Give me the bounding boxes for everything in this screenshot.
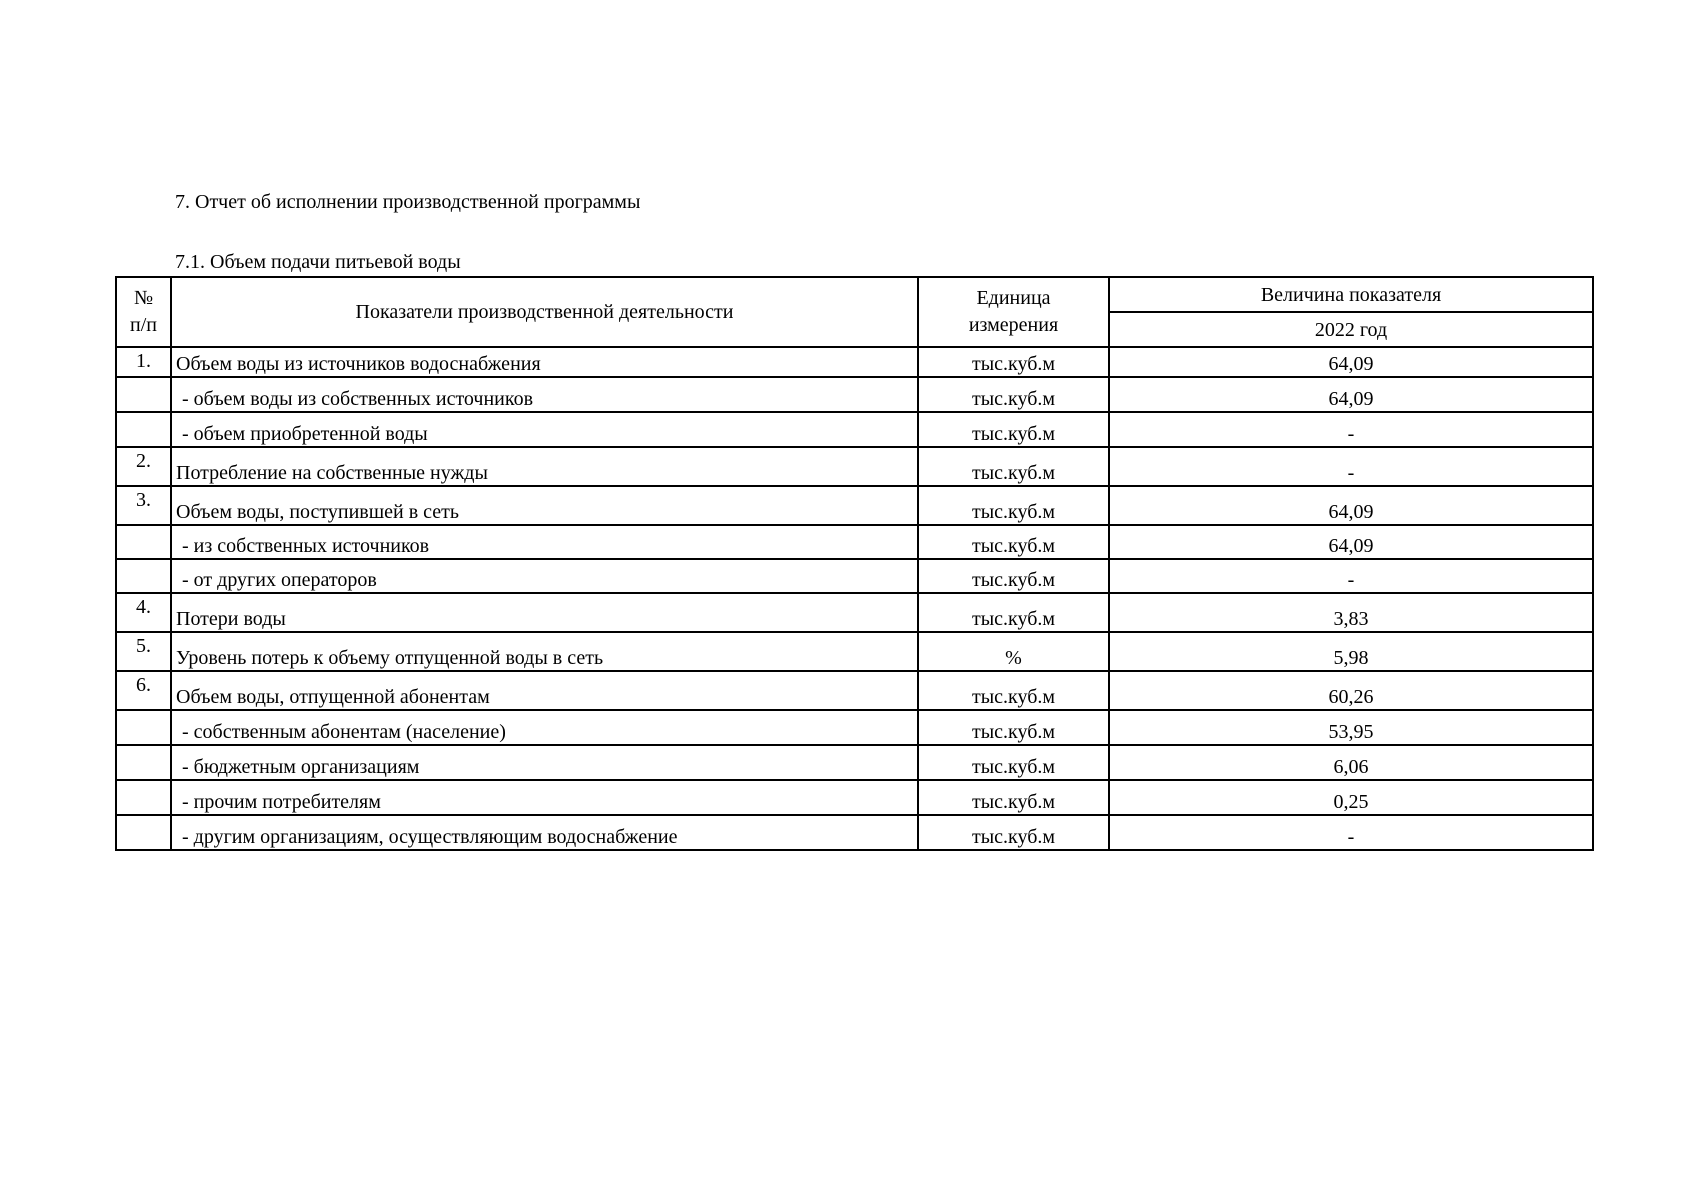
row-number: 4. (116, 593, 171, 632)
row-indicator: - собственным абонентам (население) (171, 710, 918, 745)
table-row (116, 412, 1593, 447)
row-number: 1. (116, 347, 171, 377)
row-number: 3. (116, 486, 171, 525)
water-supply-table (115, 276, 1594, 851)
row-unit: тыс.куб.м (918, 412, 1109, 447)
row-unit: тыс.куб.м (918, 377, 1109, 412)
header-year: 2022 год (1109, 312, 1593, 347)
row-unit: тыс.куб.м (918, 815, 1109, 850)
row-unit: тыс.куб.м (918, 745, 1109, 780)
row-indicator: - прочим потребителям (171, 780, 918, 815)
header-unit-line2: измерения (968, 314, 1059, 336)
header-indicator: Показатели производственной деятельности (171, 277, 918, 347)
table-row (116, 447, 1593, 486)
row-indicator: Потребление на собственные нужды (171, 447, 918, 486)
row-value: 64,09 (1109, 525, 1593, 559)
row-unit: тыс.куб.м (918, 347, 1109, 377)
row-number (116, 377, 171, 412)
row-value: - (1109, 815, 1593, 850)
row-value: - (1109, 559, 1593, 593)
table-row (116, 559, 1593, 593)
subsection-title: 7.1. Объем подачи питьевой воды (175, 251, 461, 273)
table-row (116, 671, 1593, 710)
table-row (116, 525, 1593, 559)
row-number (116, 815, 171, 850)
header-number (116, 277, 171, 347)
row-value: 0,25 (1109, 780, 1593, 815)
row-number (116, 525, 171, 559)
row-unit: % (918, 632, 1109, 671)
header-row-top (116, 277, 1593, 312)
row-value: - (1109, 412, 1593, 447)
row-indicator: - объем приобретенной воды (171, 412, 918, 447)
row-indicator: Потери воды (171, 593, 918, 632)
header-unit-line1: Единица (976, 287, 1051, 309)
table-row (116, 710, 1593, 745)
table-row (116, 486, 1593, 525)
row-number: 6. (116, 671, 171, 710)
row-indicator: - бюджетным организациям (171, 745, 918, 780)
table-row (116, 815, 1593, 850)
section-title: 7. Отчет об исполнении производственной программы (175, 191, 641, 213)
table-row (116, 745, 1593, 780)
table-row (116, 377, 1593, 412)
row-number: 5. (116, 632, 171, 671)
row-value: 64,09 (1109, 377, 1593, 412)
row-value: 3,83 (1109, 593, 1593, 632)
row-unit: тыс.куб.м (918, 593, 1109, 632)
row-unit: тыс.куб.м (918, 486, 1109, 525)
row-indicator: Объем воды, поступившей в сеть (171, 486, 918, 525)
row-unit: тыс.куб.м (918, 710, 1109, 745)
row-unit: тыс.куб.м (918, 559, 1109, 593)
table-row (116, 780, 1593, 815)
row-value: 6,06 (1109, 745, 1593, 780)
table-row (116, 593, 1593, 632)
row-indicator: - из собственных источников (171, 525, 918, 559)
row-value: 53,95 (1109, 710, 1593, 745)
row-number (116, 710, 171, 745)
header-number-line2: п/п (130, 314, 157, 336)
row-number (116, 559, 171, 593)
row-value: 60,26 (1109, 671, 1593, 710)
header-number-line1: № (133, 287, 154, 309)
table-row (116, 632, 1593, 671)
row-number: 2. (116, 447, 171, 486)
row-value: - (1109, 447, 1593, 486)
row-value: 64,09 (1109, 486, 1593, 525)
row-unit: тыс.куб.м (918, 447, 1109, 486)
row-unit: тыс.куб.м (918, 780, 1109, 815)
table-body (116, 347, 1593, 850)
row-value: 5,98 (1109, 632, 1593, 671)
row-number (116, 745, 171, 780)
row-value: 64,09 (1109, 347, 1593, 377)
row-unit: тыс.куб.м (918, 525, 1109, 559)
row-indicator: - от других операторов (171, 559, 918, 593)
row-indicator: - другим организациям, осуществляющим водоснабжение (171, 815, 918, 850)
table-row (116, 347, 1593, 377)
row-unit: тыс.куб.м (918, 671, 1109, 710)
row-indicator: Объем воды из источников водоснабжения (171, 347, 918, 377)
row-number (116, 780, 171, 815)
row-indicator: - объем воды из собственных источников (171, 377, 918, 412)
header-unit (918, 277, 1109, 347)
row-indicator: Уровень потерь к объему отпущенной воды в сеть (171, 632, 918, 671)
row-number (116, 412, 171, 447)
row-indicator: Объем воды, отпущенной абонентам (171, 671, 918, 710)
header-value-group: Величина показателя (1109, 277, 1593, 312)
